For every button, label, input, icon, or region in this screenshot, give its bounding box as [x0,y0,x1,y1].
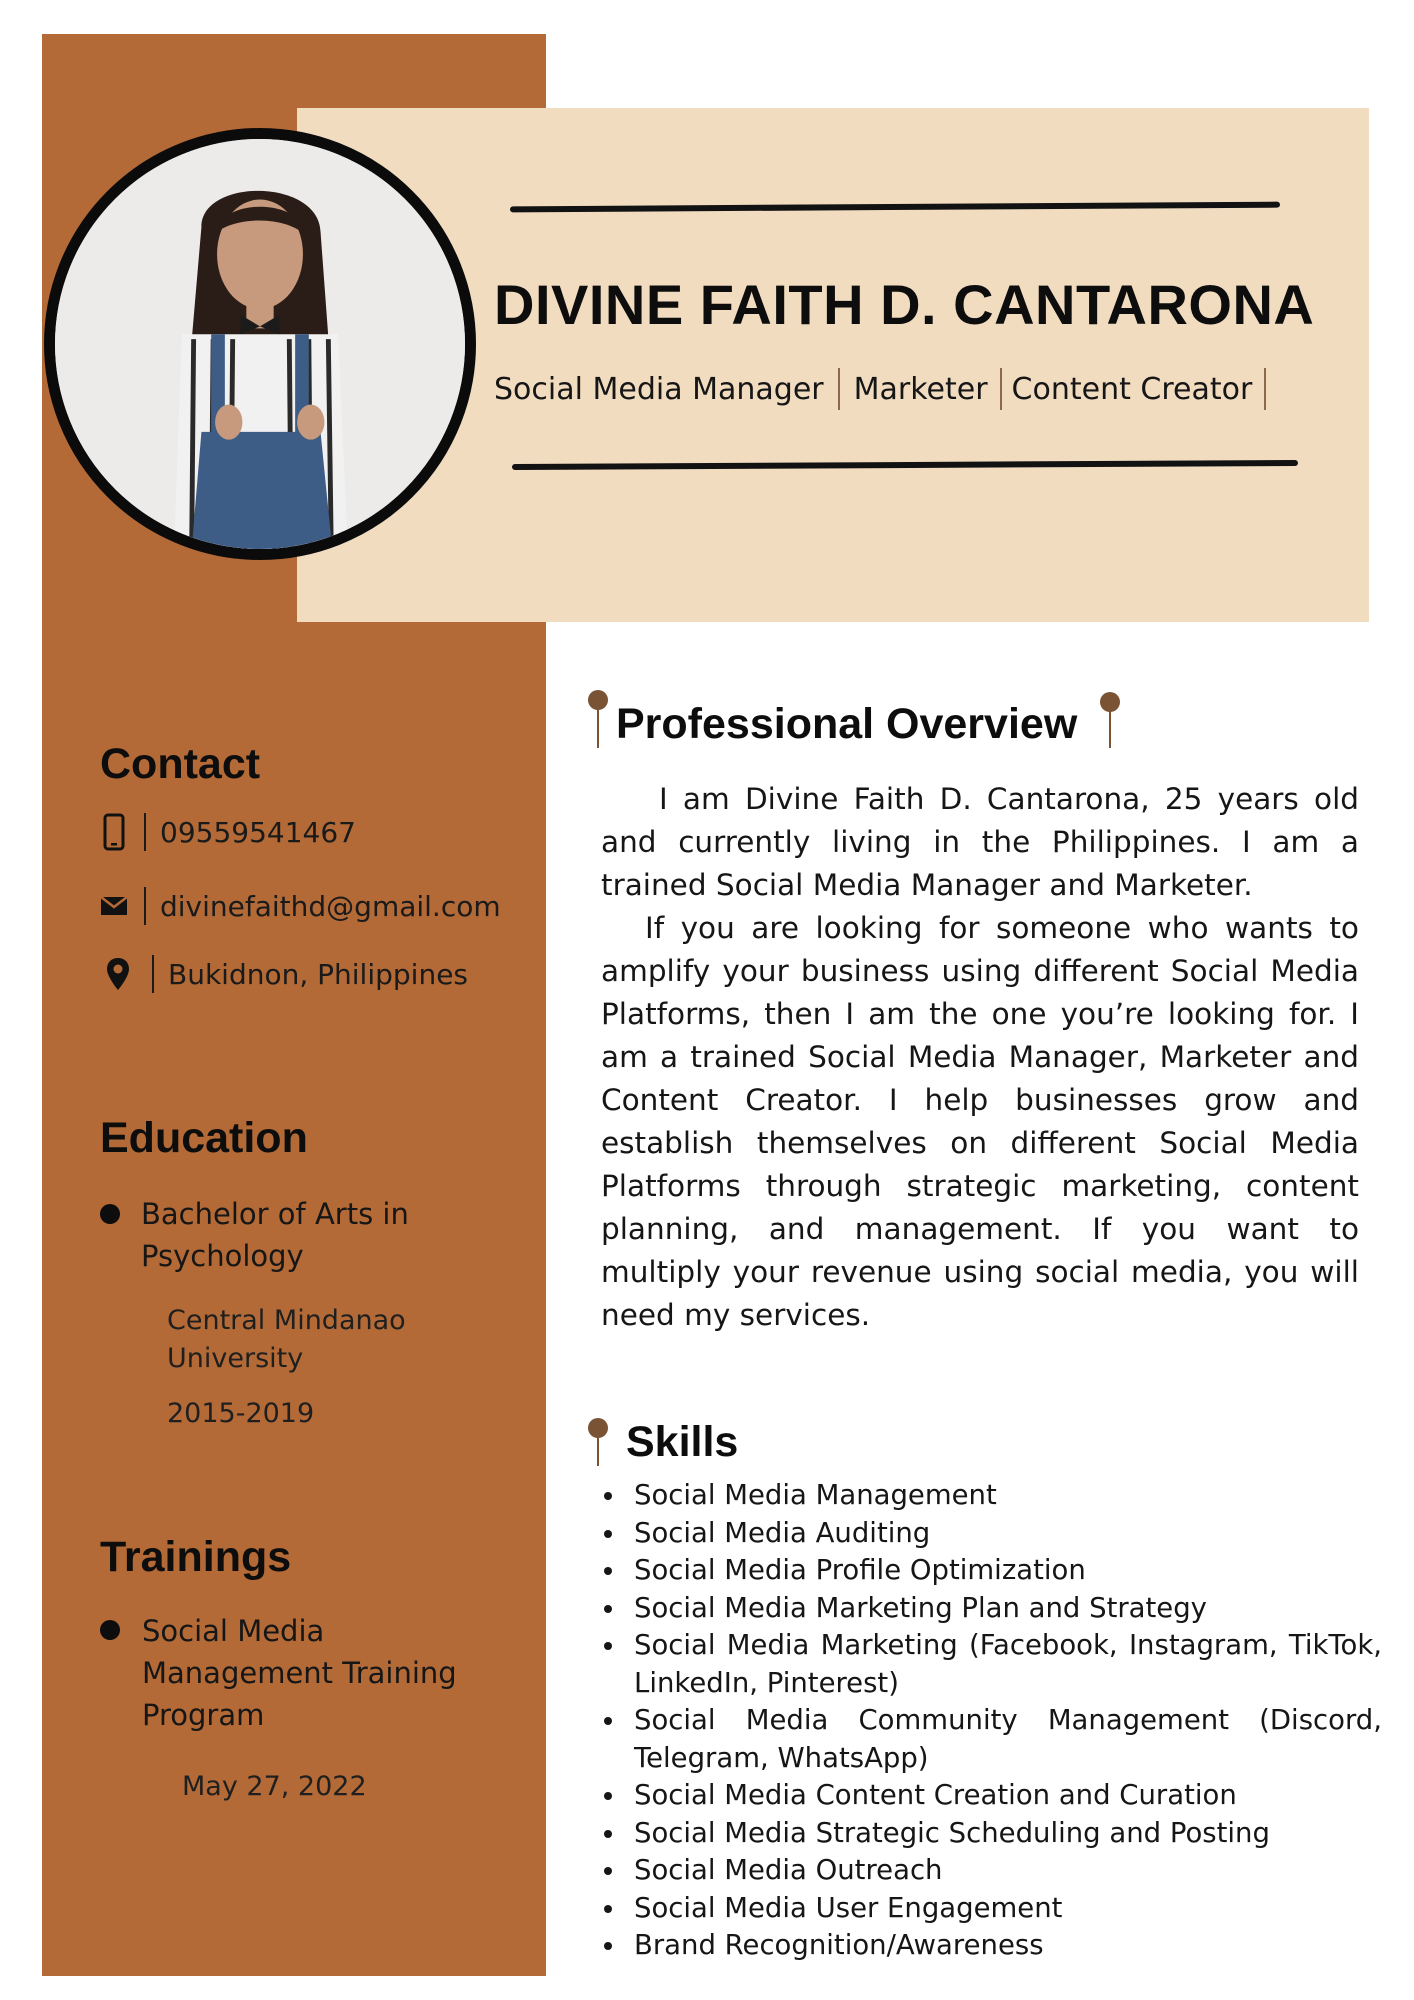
list-item: Social Media Management [602,1477,1382,1515]
role-social-media-manager: Social Media Manager [494,371,824,407]
training-date: May 27, 2022 [182,1771,367,1802]
contact-location-row [98,954,468,994]
contact-separator [152,955,154,993]
role-list [494,368,1276,410]
overview-paragraph: I am Divine Faith D. Cantarona, 25 years old and currently living in the Philippines. I am a trained Social Media Manager and Marketer. [601,782,1359,902]
role-content-creator: Content Creator [1011,371,1253,407]
pushpin-icon [1100,692,1122,748]
list-item: Social Media User Engagement [602,1890,1382,1928]
education-school: Central Mindanao University [167,1305,406,1374]
phone-icon [98,812,130,852]
role-separator [838,368,840,410]
role-separator [1000,368,1002,410]
envelope-icon [98,886,130,926]
training-title: Social Media Management Training Program [142,1614,457,1732]
contact-heading: Contact [100,740,261,788]
contact-phone-row [98,812,356,852]
contact-location: Bukidnon, Philippines [168,957,469,991]
overview-heading: Professional Overview [616,700,1078,748]
role-separator [1264,368,1266,410]
list-item: Social Media Marketing Plan and Strategy [602,1590,1382,1628]
pushpin-icon [588,1418,610,1466]
list-item: Brand Recognition/Awareness [602,1927,1382,1965]
pushpin-icon [588,690,610,748]
training-bullet [100,1620,120,1640]
skills-list [602,1477,1382,1965]
list-item: Social Media Community Management (Discord, Telegram, WhatsApp) [602,1702,1382,1777]
contact-separator [144,887,146,925]
contact-phone[interactable]: 09559541467 [160,815,356,849]
skills-heading: Skills [626,1418,739,1466]
trainings-heading: Trainings [100,1533,292,1581]
list-item: Social Media Content Creation and Curation [602,1777,1382,1815]
map-pin-icon [102,954,134,994]
education-heading: Education [100,1114,308,1162]
list-item: Social Media Strategic Scheduling and Posting [602,1815,1382,1853]
role-marketer: Marketer [853,371,988,407]
overview-text [601,778,1359,1337]
list-item: Social Media Auditing [602,1515,1382,1553]
contact-email[interactable]: divinefaithd@gmail.com [160,889,501,923]
profile-photo [44,128,476,560]
contact-separator [144,813,146,851]
education-years: 2015-2019 [167,1398,315,1429]
candidate-name: DIVINE FAITH D. CANTARONA [494,273,1315,336]
list-item: Social Media Profile Optimization [602,1552,1382,1590]
overview-paragraph: If you are looking for someone who wants to amplify your business using different Social Media Platforms, then I am the one you’re looking for. I am a trained Social Media Manager, Marketer and Content Creator. I help businesses grow and establish themselves on different Social Media Platforms through strategic marketing, content planning, and management. If you want to multiply your revenue using social media, you will need my services. [601,911,1359,1332]
education-bullet [100,1204,120,1224]
list-item: Social Media Marketing (Facebook, Instagram, TikTok, LinkedIn, Pinterest) [602,1627,1382,1702]
contact-email-row [98,886,501,926]
education-degree: Bachelor of Arts in Psychology [141,1197,409,1273]
list-item: Social Media Outreach [602,1852,1382,1890]
